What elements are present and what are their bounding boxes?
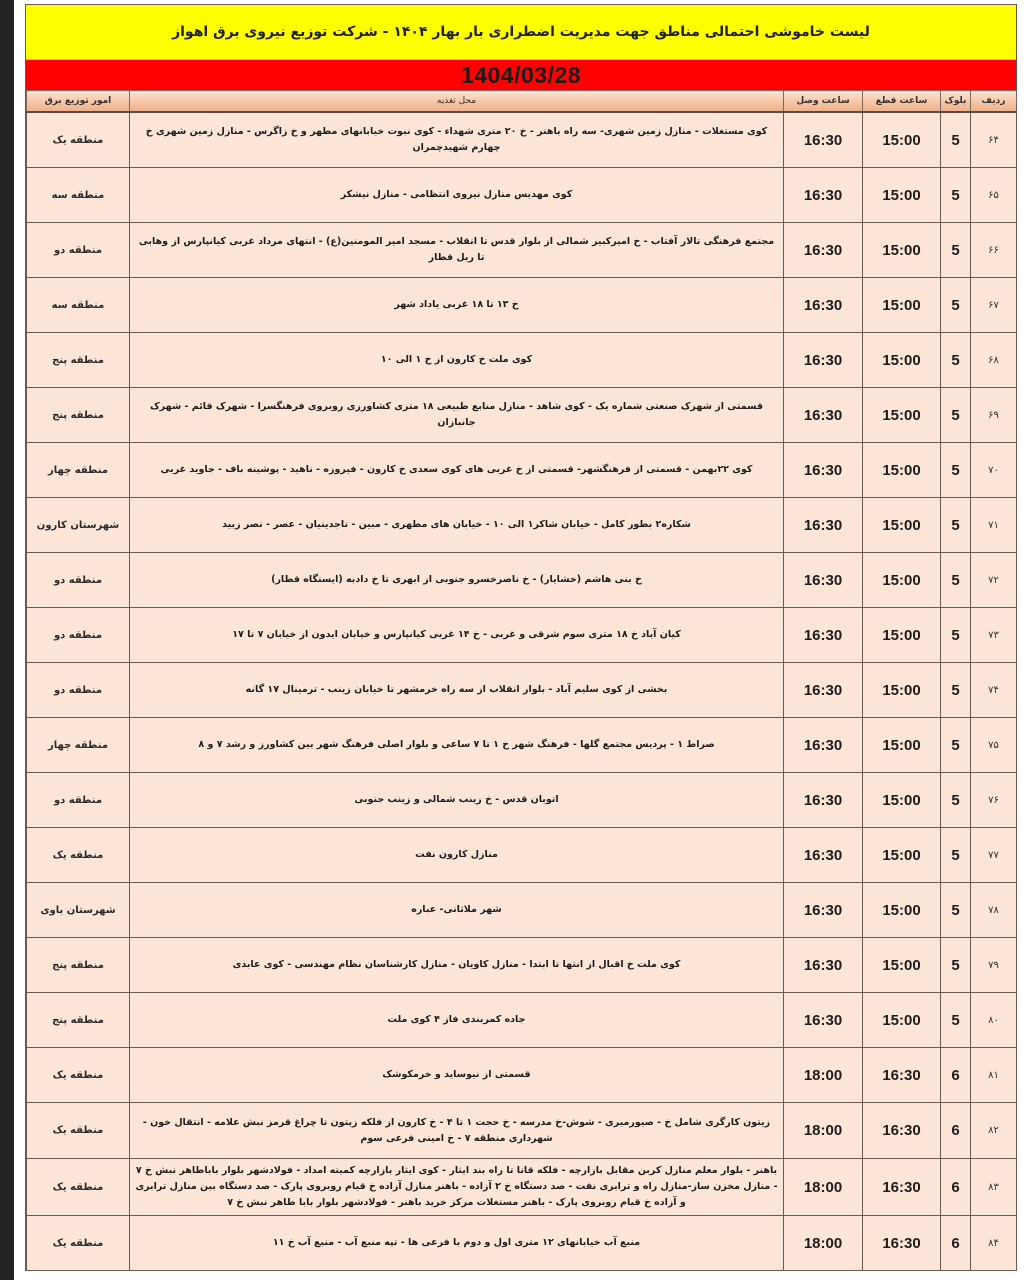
row-number-cell: ۷۴: [971, 663, 1017, 718]
outage-table: [26, 90, 1017, 1271]
region-cell: منطقه دو: [27, 773, 130, 828]
region-cell: منطقه یک: [27, 1048, 130, 1103]
cut-time-cell: 16:30: [863, 1048, 941, 1103]
block-cell: 5: [941, 883, 971, 938]
cut-time-cell: 15:00: [863, 333, 941, 388]
cut-time-cell: 15:00: [863, 278, 941, 333]
connect-time-cell: 16:30: [784, 883, 863, 938]
block-cell: 5: [941, 993, 971, 1048]
region-cell: منطقه یک: [27, 1159, 130, 1216]
row-number-cell: ۶۴: [971, 112, 1017, 168]
region-cell: منطقه دو: [27, 553, 130, 608]
region-cell: شهرستان کارون: [27, 498, 130, 553]
row-number-cell: ۷۵: [971, 718, 1017, 773]
table-row: [27, 1216, 1017, 1271]
block-cell: 5: [941, 608, 971, 663]
table-row: [27, 773, 1017, 828]
row-number-cell: ۶۶: [971, 223, 1017, 278]
cut-time-cell: 15:00: [863, 553, 941, 608]
location-cell: قسمتی از شهرک صنعتی شماره یک - کوی شاهد - منازل منابع طبیعی ۱۸ متری کشاورزی روبروی فرهنگسرا - شهرک قائم - شهرک جانبازان: [130, 388, 784, 443]
row-number-cell: ۷۷: [971, 828, 1017, 883]
location-cell: منازل کارون نفت: [130, 828, 784, 883]
location-cell: منبع آب خیابانهای ۱۲ متری اول و دوم با فرعی ها - تپه منبع آب - منبع آب خ ۱۱: [130, 1216, 784, 1271]
connect-time-cell: 16:30: [784, 553, 863, 608]
cut-time-cell: 15:00: [863, 938, 941, 993]
location-cell: خ ۱۳ تا ۱۸ غربی یاداد شهر: [130, 278, 784, 333]
block-cell: 6: [941, 1103, 971, 1159]
cut-time-cell: 15:00: [863, 112, 941, 168]
region-cell: منطقه یک: [27, 1216, 130, 1271]
table-row: [27, 1103, 1017, 1159]
location-cell: کوی ملت خ کارون از خ ۱ الی ۱۰: [130, 333, 784, 388]
location-cell: شهر ملاثانی- عباره: [130, 883, 784, 938]
location-cell: مجتمع فرهنگی تالار آفتاب - خ امیرکبیر شمالی از بلوار قدس تا انقلاب - مسجد امیر المومنین(ع) - انتهای مرداد غربی کیانپارس از وهابی تا ریل قطار: [130, 223, 784, 278]
row-number-cell: ۷۱: [971, 498, 1017, 553]
block-cell: 5: [941, 773, 971, 828]
cut-time-cell: 15:00: [863, 168, 941, 223]
table-row: [27, 388, 1017, 443]
region-cell: منطقه دو: [27, 663, 130, 718]
cut-time-cell: 15:00: [863, 443, 941, 498]
row-number-cell: ۷۹: [971, 938, 1017, 993]
connect-time-cell: 18:00: [784, 1159, 863, 1216]
row-number-cell: ۸۳: [971, 1159, 1017, 1216]
table-row: [27, 718, 1017, 773]
table-row: [27, 112, 1017, 168]
location-cell: بخشی از کوی سلیم آباد - بلوار انقلاب از سه راه خرمشهر تا خیابان زینب - ترمینال ۱۷ گانه: [130, 663, 784, 718]
row-number-cell: ۸۱: [971, 1048, 1017, 1103]
location-cell: کوی ۲۲بهمن - قسمتی از فرهنگشهر- قسمتی از خ غربی های کوی سعدی خ کارون - فیروزه - ناهید - پوشینه باف - جاوید غربی: [130, 443, 784, 498]
connect-time-cell: 16:30: [784, 828, 863, 883]
location-cell: زیتون کارگری شامل خ - صیورمیری - شوش-خ مدرسه - خ حجت ۱ تا ۴ - خ کارون از فلکه زیتون تا چراغ قرمز نبش علامه - انتقال خون - شهرداری منطقه ۷ - خ امینی فرعی سوم: [130, 1103, 784, 1159]
region-cell: شهرستان باوی: [27, 883, 130, 938]
row-number-cell: ۶۸: [971, 333, 1017, 388]
cut-time-cell: 15:00: [863, 828, 941, 883]
block-cell: 5: [941, 498, 971, 553]
region-cell: منطقه چهار: [27, 443, 130, 498]
block-cell: 5: [941, 333, 971, 388]
cut-time-cell: 16:30: [863, 1103, 941, 1159]
viewer-edge: [0, 0, 14, 1280]
row-number-cell: ۶۵: [971, 168, 1017, 223]
connect-time-cell: 16:30: [784, 333, 863, 388]
connect-time-cell: 16:30: [784, 663, 863, 718]
connect-time-cell: 16:30: [784, 993, 863, 1048]
region-cell: منطقه پنج: [27, 993, 130, 1048]
cut-time-cell: 15:00: [863, 223, 941, 278]
connect-time-cell: 16:30: [784, 278, 863, 333]
header-location: محل تغذیه: [130, 91, 784, 113]
row-number-cell: ۷۶: [971, 773, 1017, 828]
block-cell: 5: [941, 828, 971, 883]
connect-time-cell: 16:30: [784, 112, 863, 168]
table-row: [27, 498, 1017, 553]
region-cell: منطقه سه: [27, 278, 130, 333]
cut-time-cell: 15:00: [863, 773, 941, 828]
region-cell: منطقه چهار: [27, 718, 130, 773]
connect-time-cell: 18:00: [784, 1216, 863, 1271]
location-cell: باهنر - بلوار معلم منازل کربن مقابل بازارچه - فلکه قانا تا راه بند ایثار - کوی ایثار بازارچه کمیته امداد - فولادشهر بلوار باباطاهر نبش خ ۷ - منازل مخزن ساز-منازل راه و ترابری نفت - صد دستگاه خ ۲ آزاده - باهنر منازل آزاده خ قیام روبروی پارک - صد دستگاه بین منازل ترابری و آزاده خ قیام روبروی پارک - باهنر مستغلات مرکز خرید باهنر - فولادشهر بلوار بابا طاهر نبش خ ۷: [130, 1159, 784, 1216]
region-cell: منطقه یک: [27, 828, 130, 883]
block-cell: 5: [941, 388, 971, 443]
row-number-cell: ۸۲: [971, 1103, 1017, 1159]
row-number-cell: ۶۹: [971, 388, 1017, 443]
row-number-cell: ۶۷: [971, 278, 1017, 333]
connect-time-cell: 16:30: [784, 168, 863, 223]
block-cell: 6: [941, 1159, 971, 1216]
row-number-cell: ۸۴: [971, 1216, 1017, 1271]
region-cell: منطقه سه: [27, 168, 130, 223]
connect-time-cell: 16:30: [784, 608, 863, 663]
table-row: [27, 993, 1017, 1048]
row-number-cell: ۷۳: [971, 608, 1017, 663]
table-row: [27, 168, 1017, 223]
location-cell: کیان آباد خ ۱۸ متری سوم شرقی و غربی - خ ۱۴ غربی کیانپارس و خیابان ایدون از خیابان ۷ تا ۱۷: [130, 608, 784, 663]
region-cell: منطقه دو: [27, 608, 130, 663]
cut-time-cell: 15:00: [863, 388, 941, 443]
connect-time-cell: 16:30: [784, 388, 863, 443]
location-cell: شکاره۲ بطور کامل - خیابان شاکر۱ الی ۱۰ - خیابان های مطهری - مبین - تاجدینیان - عصر - نصر زبید: [130, 498, 784, 553]
cut-time-cell: 16:30: [863, 1216, 941, 1271]
block-cell: 5: [941, 663, 971, 718]
connect-time-cell: 16:30: [784, 223, 863, 278]
block-cell: 6: [941, 1216, 971, 1271]
header-region: امور توزیع برق: [27, 91, 130, 113]
table-row: [27, 883, 1017, 938]
table-row: [27, 828, 1017, 883]
cut-time-cell: 15:00: [863, 608, 941, 663]
connect-time-cell: 18:00: [784, 1048, 863, 1103]
table-header-row: [27, 91, 1017, 113]
location-cell: خ بنی هاشم (خشایار) - خ ناصرخسرو جنوبی از ابهری تا خ دادبه (ایستگاه قطار): [130, 553, 784, 608]
header-row-number: ردیف: [971, 91, 1017, 113]
location-cell: کوی ملت خ اقبال از انتها تا ابتدا - منازل کاویان - منازل کارشناسان نظام مهندسی - کوی عابدی: [130, 938, 784, 993]
block-cell: 5: [941, 718, 971, 773]
table-row: [27, 1048, 1017, 1103]
row-number-cell: ۷۲: [971, 553, 1017, 608]
table-row: [27, 443, 1017, 498]
block-cell: 6: [941, 1048, 971, 1103]
cut-time-cell: 15:00: [863, 498, 941, 553]
table-row: [27, 1159, 1017, 1216]
table-row: [27, 938, 1017, 993]
location-cell: قسمتی از نیوساید و خرمکوشک: [130, 1048, 784, 1103]
block-cell: 5: [941, 553, 971, 608]
block-cell: 5: [941, 443, 971, 498]
connect-time-cell: 16:30: [784, 718, 863, 773]
location-cell: اتوبان قدس - خ زینب شمالی و زینب جنوبی: [130, 773, 784, 828]
region-cell: منطقه یک: [27, 1103, 130, 1159]
location-cell: صراط ۱ - پردیس مجتمع گلها - فرهنگ شهر خ ۱ تا ۷ ساعی و بلوار اصلی فرهنگ شهر بین کشاورز و رشد ۷ و ۸: [130, 718, 784, 773]
table-row: [27, 278, 1017, 333]
outage-schedule-sheet: [25, 4, 1017, 1271]
schedule-date: 1404/03/28: [26, 60, 1016, 90]
connect-time-cell: 16:30: [784, 773, 863, 828]
table-row: [27, 333, 1017, 388]
header-connect-time: ساعت وصل: [784, 91, 863, 113]
location-cell: کوی مستغلات - منازل زمین شهری- سه راه باهنر - خ ۲۰ متری شهداء - کوی نبوت خیابانهای مطهر و خ زاگرس - منازل زمین شهری خ چهارم شهیدچمران: [130, 112, 784, 168]
cut-time-cell: 16:30: [863, 1159, 941, 1216]
row-number-cell: ۸۰: [971, 993, 1017, 1048]
region-cell: منطقه پنج: [27, 333, 130, 388]
table-row: [27, 223, 1017, 278]
cut-time-cell: 15:00: [863, 993, 941, 1048]
block-cell: 5: [941, 168, 971, 223]
location-cell: جاده کمربندی فاز ۴ کوی ملت: [130, 993, 784, 1048]
region-cell: منطقه پنج: [27, 938, 130, 993]
row-number-cell: ۷۰: [971, 443, 1017, 498]
connect-time-cell: 16:30: [784, 938, 863, 993]
location-cell: کوی مهدیس منازل نیروی انتظامی - منازل نیشکر: [130, 168, 784, 223]
document-title: لیست خاموشی احتمالی مناطق جهت مدیریت اضطراری بار بهار ۱۴۰۴ - شرکت توزیع نیروی برق اهواز: [26, 5, 1016, 60]
connect-time-cell: 16:30: [784, 498, 863, 553]
region-cell: منطقه یک: [27, 112, 130, 168]
region-cell: منطقه پنج: [27, 388, 130, 443]
cut-time-cell: 15:00: [863, 718, 941, 773]
table-row: [27, 553, 1017, 608]
region-cell: منطقه دو: [27, 223, 130, 278]
header-block: بلوک: [941, 91, 971, 113]
table-row: [27, 608, 1017, 663]
connect-time-cell: 18:00: [784, 1103, 863, 1159]
block-cell: 5: [941, 938, 971, 993]
block-cell: 5: [941, 278, 971, 333]
table-row: [27, 663, 1017, 718]
block-cell: 5: [941, 112, 971, 168]
block-cell: 5: [941, 223, 971, 278]
row-number-cell: ۷۸: [971, 883, 1017, 938]
header-cut-time: ساعت قطع: [863, 91, 941, 113]
cut-time-cell: 15:00: [863, 663, 941, 718]
cut-time-cell: 15:00: [863, 883, 941, 938]
connect-time-cell: 16:30: [784, 443, 863, 498]
